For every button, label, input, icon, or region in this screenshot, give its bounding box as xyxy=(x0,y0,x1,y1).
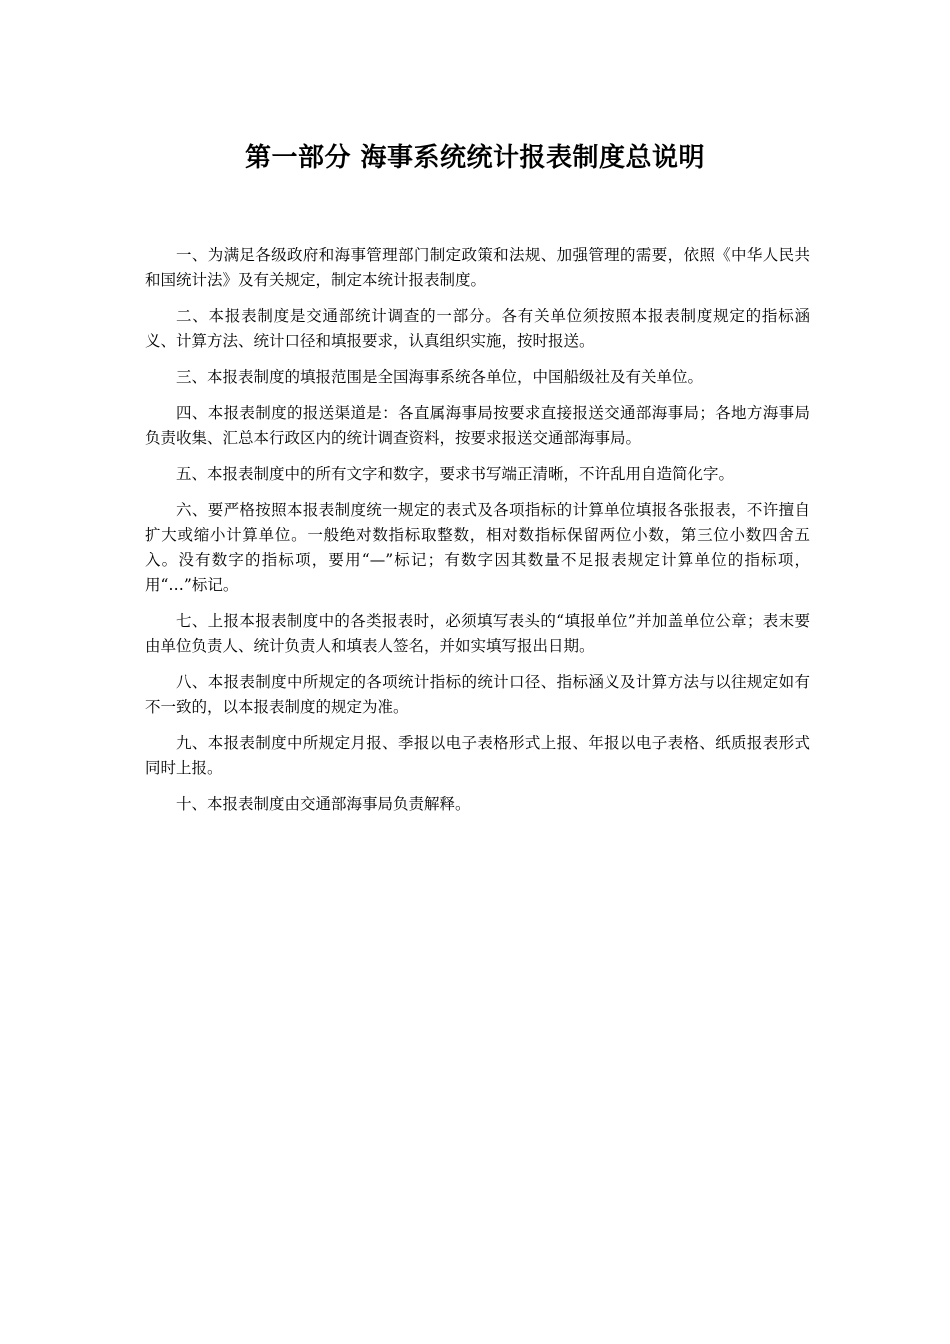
paragraph-9: 九、本报表制度中所规定月报、季报以电子表格形式上报、年报以电子表格、纸质报表形式同时上报。 xyxy=(145,734,810,777)
paragraph-7: 七、上报本报表制度中的各类报表时，必须填写表头的“填报单位”并加盖单位公章；表末要由单位负责人、统计负责人和填表人签名，并如实填写报出日期。 xyxy=(145,612,810,655)
paragraph-5: 五、本报表制度中的所有文字和数字，要求书写端正清晰，不许乱用自造简化字。 xyxy=(176,465,735,483)
paragraph-1: 一、为满足各级政府和海事管理部门制定政策和法规、加强管理的需要，依照《中华人民共和国统计法》及有关规定，制定本统计报表制度。 xyxy=(145,246,810,289)
page-title: 第一部分 海事系统统计报表制度总说明 xyxy=(244,143,706,173)
paragraph-6: 六、要严格按照本报表制度统一规定的表式及各项指标的计算单位填报各张报表，不许擅自扩大或缩小计算单位。一般绝对数指标取整数，相对数指标保留两位小数，第三位小数四舍五入。没有数字的指标项，要用“—”标记；有数字因其数量不足报表规定计算单位的指标项，用“…”标记。 xyxy=(145,501,810,594)
document-body xyxy=(145,243,810,828)
paragraph-2: 二、本报表制度是交通部统计调查的一部分。各有关单位须按照本报表制度规定的指标涵义、计算方法、统计口径和填报要求，认真组织实施，按时报送。 xyxy=(145,307,810,350)
paragraph-4: 四、本报表制度的报送渠道是：各直属海事局按要求直接报送交通部海事局；各地方海事局负责收集、汇总本行政区内的统计调查资料，按要求报送交通部海事局。 xyxy=(145,404,810,447)
paragraph-10: 十、本报表制度由交通部海事局负责解释。 xyxy=(176,795,471,813)
paragraph-3: 三、本报表制度的填报范围是全国海事系统各单位，中国船级社及有关单位。 xyxy=(176,368,704,386)
paragraph-8: 八、本报表制度中所规定的各项统计指标的统计口径、指标涵义及计算方法与以往规定如有不一致的，以本报表制度的规定为准。 xyxy=(145,673,810,716)
